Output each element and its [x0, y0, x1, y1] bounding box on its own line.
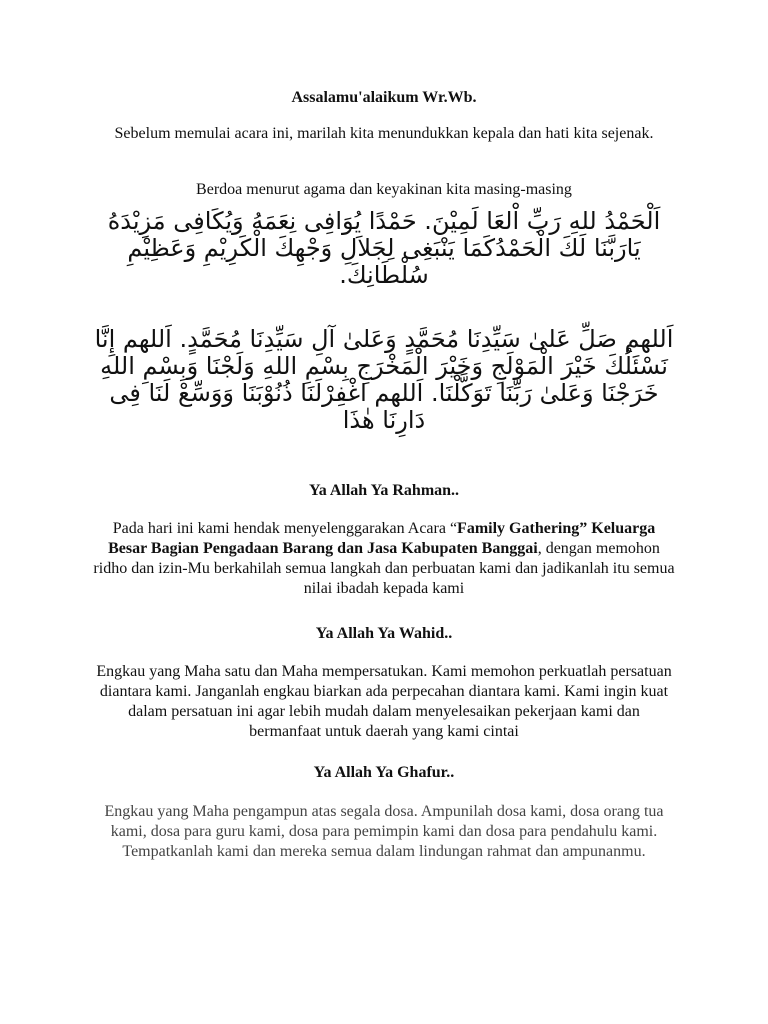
greeting-heading: Assalamu'alaikum Wr.Wb. — [291, 89, 477, 106]
heading-ya-allah-ya-ghafur: Ya Allah Ya Ghafur.. — [313, 764, 455, 781]
intro-paragraph: Sebelum memulai acara ini, marilah kita menundukkan kepala dan hati kita sejenak. — [114, 125, 654, 142]
heading-ya-allah-ya-wahid: Ya Allah Ya Wahid.. — [315, 625, 453, 642]
wahid-paragraph: Engkau yang Maha satu dan Maha mempersatukan. Kami memohon perkuatlah persatuan diantara kami. Janganlah engkau biarkan ada perpecahan diantara kami. Kami ingin kuat dalam persatuan ini agar lebih mudah dalam menyelesaikan pekerjaan kami dan bermanfaat untuk daerah yang kami cintai — [96, 663, 672, 740]
heading-ya-allah-ya-rahman: Ya Allah Ya Rahman.. — [308, 482, 460, 499]
family-gathering-suffix: , dengan memohon ridho dan izin-Mu berkahilah semua langkah dan perbuatan kami dan jadikanlah itu semua nilai ibadah kepada kami — [93, 540, 675, 597]
ghafur-paragraph: Engkau yang Maha pengampun atas segala dosa. Ampunilah dosa kami, dosa orang tua kami, dosa para guru kami, dosa para pemimpin kami dan dosa para pendahulu kami. Tempatkanlah kami dan mereka semua dalam lindungan rahmat dan ampunanmu. — [104, 803, 664, 860]
arabic-prayer-shalawat: اَللهم صَلِّ عَلىٰ سَيِّدِنَا مُحَمَّدٍ وَعَلىٰ آلِ سَيِّدِنَا مُحَمَّدٍ. اَللهم إِنَّا نَسْئَلُكَ خَيْرَ الْمَوْلَجِ وَخَيْرَ الْمَخْرَجِ بِسْمِ اللهِ وَلَجْنَا وَبِسْمِ اللهِ خَرَجْنَا وَعَلىٰ رَبِّنَا تَوَكَّلْنَا. اَللهم اغْفِرْلَنَا ذُنُوْبَنَا وَوَسِّعْ لَنَا فِى دَارِنَا هٰذَا — [94, 325, 674, 434]
arabic-prayer-hamdalah: اَلْحَمْدُ للهِ رَبِّ اْلعَا لَمِيْنَ. حَمْدًا يُوَافِى نِعَمَهُ وَيُكَافِى مَزِيْدَهُ يَارَبَّنَا لَكَ الْحَمْدُكَمَا يَنْبَغِى لِجَلاَلِ وَجْهِكَ الْكَرِيْمِ وَعَظِيْمِ سُلْطَانِكَ. — [107, 207, 661, 289]
event-name: Family Gathering” Keluarga Besar Bagian Pengadaan Barang dan Jasa Kabupaten Banggai — [108, 520, 656, 557]
family-gathering-paragraph — [92, 519, 676, 599]
prayer-instruction: Berdoa menurut agama dan keyakinan kita masing-masing — [196, 181, 572, 198]
family-gathering-prefix: Pada hari ini kami hendak menyelenggarakan Acara “ — [112, 520, 458, 537]
